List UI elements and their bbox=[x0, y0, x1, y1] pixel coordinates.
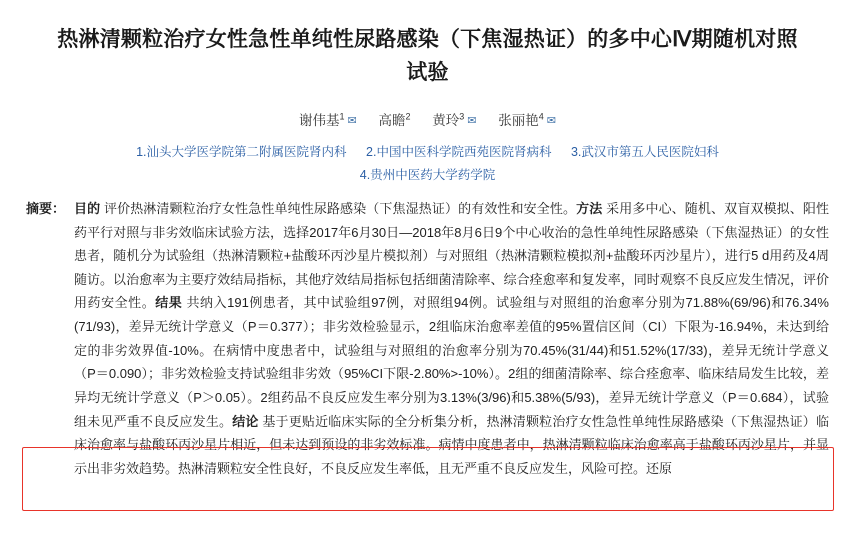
author-affiliation-marker: 4 bbox=[538, 111, 544, 122]
affiliation-list bbox=[26, 141, 829, 165]
abstract-tail-text: 还原 bbox=[646, 461, 673, 477]
author-item bbox=[432, 109, 476, 129]
abstract-text-objective: 评价热淋清颗粒治疗女性急性单纯性尿路感染（下焦湿热证）的有效性和安全性。 bbox=[100, 200, 577, 216]
author-name: 谢伟基 bbox=[298, 113, 340, 129]
abstract-heading-methods: 方法 bbox=[576, 200, 603, 216]
author-affiliation-marker: 3 bbox=[459, 111, 465, 122]
abstract-text-conclusion: 基于更贴近临床实际的全分析集分析，热淋清颗粒治疗女性急性单纯性尿路感染（下焦湿热证）临床治愈率与盐酸环丙沙星片相近，但未达到预设的非劣效标准。病情中度患者中，热淋清颗粒临床治愈率高于盐酸环丙沙星片，并显示出非劣效趋势。热淋清颗粒安全性良好，不良反应发生率低，且无严重不良反应发生，风险可控。 bbox=[74, 413, 829, 477]
abstract-heading-conclusion: 结论 bbox=[232, 413, 259, 429]
abstract-body bbox=[70, 197, 829, 481]
affiliation-item[interactable]: 4.贵州中医药大学药学院 bbox=[359, 167, 496, 182]
author-name: 黄玲 bbox=[432, 113, 460, 129]
affiliation-item[interactable]: 2.中国中医科学院西苑医院肾病科 bbox=[366, 145, 552, 160]
author-affiliation-marker: 1 bbox=[339, 111, 345, 122]
abstract-section bbox=[26, 197, 829, 481]
abstract-label: 摘要： bbox=[26, 200, 66, 216]
envelope-icon[interactable]: ✉ bbox=[467, 115, 477, 128]
envelope-icon[interactable]: ✉ bbox=[546, 115, 556, 128]
abstract-text-results: 共纳入191例患者，其中试验组97例，对照组94例。试验组与对照组的治愈率分别为71.88%(69/96)和76.34%(71/93)，差异无统计学意义（P＝0.377）；非劣效检验显示，2组临床治愈率差值的95%置信区间（CI）下限为-16.94%，未达到给定的非劣效界值-10%。在病情中度患者中，试验组与对照组的治愈率分别为70.45%(31/44)和51.52%(17/33)，差异无统计学意义（P＝0.090）；非劣效检验支持试验组非劣效（95%CI下限-2.80%>-10%）。2组的细菌清除率、综合痊愈率、临床结局发生比较，差异均无统计学意义（P＞0.05）。2组药品不良反应发生率分别为3.13%(3/96)和5.38%(5/93)，差异无统计学意义（P＝0.684），试验组未见严重不良反应发生。 bbox=[74, 295, 829, 429]
abstract-heading-results: 结果 bbox=[155, 295, 183, 311]
abstract-text-methods: 采用多中心、随机、双盲双模拟、阳性药平行对照与非劣效临床试验方法，选择2017年6月30日—2018年8月6日9个中心收治的急性单纯性尿路感染（下焦湿热证）的女性患者，随机分为试验组（热淋清颗粒+盐酸环丙沙星片模拟剂）与对照组（热淋清颗粒模拟剂+盐酸环丙沙星片），进行5 d用药及4周随访。以治愈率为主要疗效结局指标，其他疗效结局指标包括细菌清除率、综合痊愈率和复发率，同时观察不良反应发生情况，评价用药安全性。 bbox=[74, 200, 829, 311]
author-name: 高瞻 bbox=[378, 113, 406, 129]
author-affiliation-marker: 2 bbox=[405, 111, 411, 122]
author-item bbox=[498, 109, 556, 129]
envelope-icon[interactable]: ✉ bbox=[347, 115, 357, 128]
author-item bbox=[299, 109, 357, 129]
affiliation-item[interactable]: 3.武汉市第五人民医院妇科 bbox=[570, 145, 719, 160]
affiliation-item[interactable]: 1.汕头大学医学院第二附属医院肾内科 bbox=[136, 145, 347, 160]
page-title: 热淋清颗粒治疗女性急性单纯性尿路感染（下焦湿热证）的多中心Ⅳ期随机对照试验 bbox=[57, 28, 798, 84]
author-item bbox=[378, 109, 410, 129]
abstract-heading-objective: 目的 bbox=[74, 200, 101, 216]
author-list bbox=[26, 109, 829, 129]
author-name: 张丽艳 bbox=[498, 113, 539, 129]
